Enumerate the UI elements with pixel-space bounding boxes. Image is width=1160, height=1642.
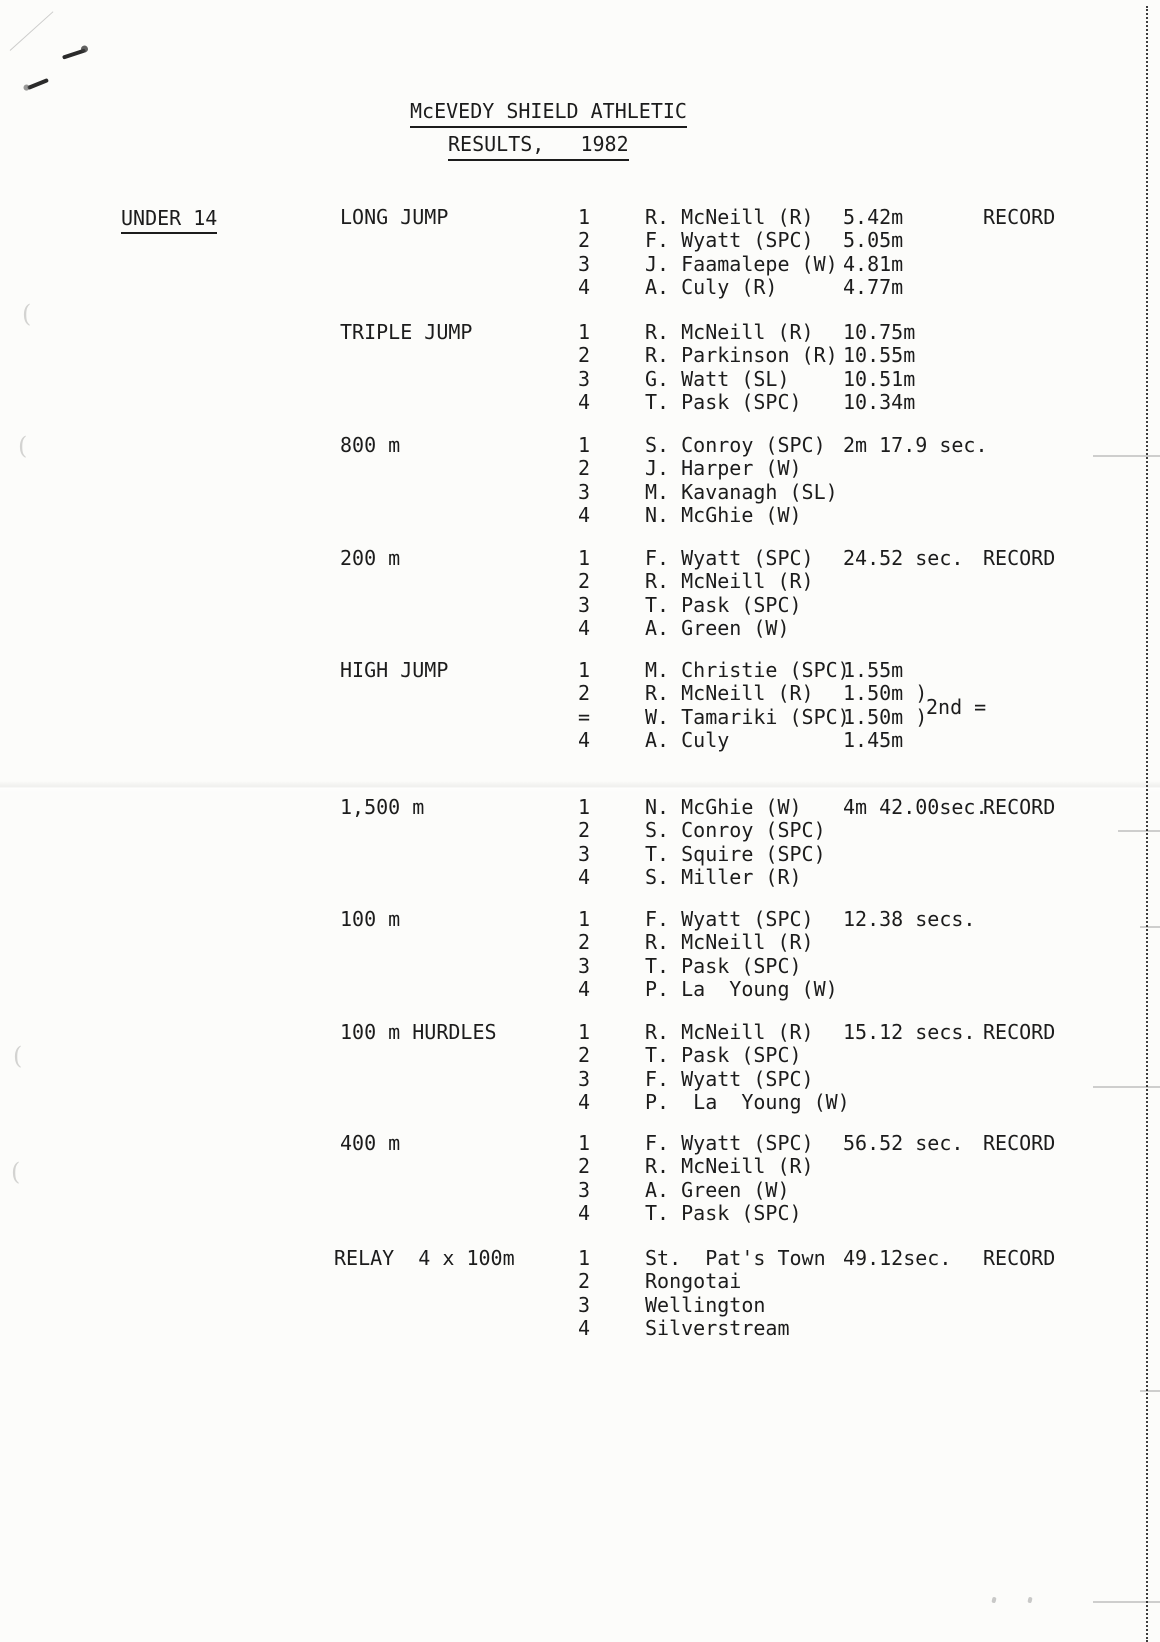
event-name: 100 m HURDLES: [340, 1020, 497, 1044]
competitor-cell: R. McNeill (R): [645, 320, 814, 344]
competitor-cell: A. Green (W): [645, 1177, 790, 1202]
result-row: [0, 908, 1160, 931]
result-row: [0, 978, 1160, 1001]
event-block: [0, 434, 1160, 528]
place-cell: 3: [578, 1177, 591, 1202]
competitor-cell: T. Pask (SPC): [645, 1043, 802, 1068]
place-cell: 3: [578, 366, 591, 391]
result-row: [0, 344, 1160, 367]
result-row: [0, 796, 1160, 819]
result-cell: 1.50m ): [843, 681, 928, 706]
scan-crease-line: [0, 781, 1160, 793]
place-cell: 3: [578, 841, 591, 866]
place-cell: 2: [578, 1154, 591, 1179]
edge-tick-mark: [1140, 1390, 1160, 1392]
place-cell: 1: [578, 1246, 591, 1270]
result-row: [0, 457, 1160, 480]
event-block: [0, 796, 1160, 890]
event-name: 800 m: [340, 433, 401, 457]
place-cell: 2: [578, 456, 591, 481]
note-cell: RECORD: [983, 1246, 1056, 1270]
event-name: TRIPLE JUMP: [340, 320, 473, 344]
result-row: [0, 321, 1160, 344]
result-row: [0, 1068, 1160, 1091]
page-edge-rule: [1146, 6, 1148, 1642]
margin-smudge: (: [13, 1042, 23, 1070]
competitor-cell: A. Culy: [645, 728, 730, 753]
result-row: [0, 866, 1160, 889]
note-cell: RECORD: [983, 205, 1056, 229]
place-cell: 1: [578, 658, 591, 682]
competitor-cell: Silverstream: [645, 1316, 790, 1341]
result-cell: 5.42m: [843, 205, 904, 229]
place-cell: 1: [578, 205, 591, 229]
note-cell: RECORD: [983, 1020, 1056, 1044]
competitor-cell: J. Harper (W): [645, 456, 802, 481]
event-name: 1,500 m: [340, 795, 425, 819]
result-cell: 10.51m: [843, 366, 916, 391]
event-name: LONG JUMP: [340, 205, 449, 229]
place-cell: =: [578, 704, 591, 729]
result-cell: 56.52 sec.: [843, 1131, 964, 1155]
place-cell: 3: [578, 1066, 591, 1091]
competitor-cell: F. Wyatt (SPC): [645, 907, 814, 931]
place-cell: 3: [578, 479, 591, 504]
result-row: [0, 1247, 1160, 1270]
competitor-cell: R. McNeill (R): [645, 205, 814, 229]
competitor-cell: S. Conroy (SPC): [645, 818, 826, 843]
competitor-cell: T. Pask (SPC): [645, 592, 802, 617]
place-cell: 4: [578, 865, 591, 890]
competitor-cell: F. Wyatt (SPC): [645, 1066, 814, 1091]
place-cell: 1: [578, 907, 591, 931]
edge-tick-mark: [1093, 1601, 1160, 1603]
result-row: [0, 1317, 1160, 1340]
result-cell: 1.45m: [843, 728, 904, 753]
result-cell: 2m 17.9 sec.: [843, 433, 988, 457]
edge-tick-mark: [1093, 1086, 1160, 1088]
section-heading-under-14: UNDER 14: [121, 206, 217, 234]
result-cell: 4m 42.00sec.: [843, 795, 988, 819]
place-cell: 2: [578, 569, 591, 594]
place-cell: 3: [578, 592, 591, 617]
competitor-cell: R. McNeill (R): [645, 930, 814, 955]
result-row: [0, 504, 1160, 527]
place-cell: 3: [578, 953, 591, 978]
result-row: [0, 1270, 1160, 1293]
competitor-cell: N. McGhie (W): [645, 503, 802, 528]
competitor-cell: Rongotai: [645, 1269, 742, 1294]
event-name: 400 m: [340, 1131, 401, 1155]
note-cell: RECORD: [983, 546, 1056, 570]
competitor-cell: T. Squire (SPC): [645, 841, 826, 866]
note-cell: RECORD: [983, 795, 1056, 819]
place-cell: 2: [578, 818, 591, 843]
place-cell: 4: [578, 275, 591, 300]
competitor-cell: R. McNeill (R): [645, 1154, 814, 1179]
place-cell: 4: [578, 616, 591, 641]
competitor-cell: G. Watt (SL): [645, 366, 790, 391]
place-cell: 1: [578, 1131, 591, 1155]
competitor-cell: S. Conroy (SPC): [645, 433, 826, 457]
result-row: [0, 1021, 1160, 1044]
result-row: [0, 434, 1160, 457]
edge-tick-mark: [1118, 830, 1160, 832]
competitor-cell: F. Wyatt (SPC): [645, 228, 814, 253]
result-cell: 4.81m: [843, 251, 904, 276]
place-cell: 1: [578, 546, 591, 570]
edge-tick-mark: [1140, 926, 1160, 928]
result-row: [0, 253, 1160, 276]
margin-smudge: (: [18, 432, 28, 460]
place-cell: 1: [578, 433, 591, 457]
result-cell: 12.38 secs.: [843, 907, 976, 931]
competitor-cell: R. McNeill (R): [645, 569, 814, 594]
place-cell: 2: [578, 1043, 591, 1068]
result-cell: 5.05m: [843, 228, 904, 253]
result-row: [0, 276, 1160, 299]
event-name: 100 m: [340, 907, 401, 931]
result-cell: 4.77m: [843, 275, 904, 300]
event-block: [0, 547, 1160, 641]
competitor-cell: St. Pat's Town: [645, 1246, 826, 1270]
competitor-cell: R. Parkinson (R): [645, 343, 838, 368]
result-row: [0, 206, 1160, 229]
result-cell: 1.55m: [843, 658, 904, 682]
event-block: [0, 1021, 1160, 1115]
result-row: [0, 368, 1160, 391]
result-cell: 10.34m: [843, 390, 916, 415]
place-cell: 4: [578, 1316, 591, 1341]
event-block: [0, 1132, 1160, 1226]
competitor-cell: J. Faamalepe (W): [645, 251, 838, 276]
event-name: 200 m: [340, 546, 401, 570]
result-row: [0, 391, 1160, 414]
place-cell: 3: [578, 1292, 591, 1317]
event-name: RELAY 4 x 100m: [334, 1246, 515, 1270]
document-title: McEVEDY SHIELD ATHLETIC: [410, 99, 687, 128]
place-cell: 4: [578, 390, 591, 415]
place-cell: 2: [578, 343, 591, 368]
place-cell: 1: [578, 320, 591, 344]
place-cell: 2: [578, 681, 591, 706]
result-row: [0, 729, 1160, 752]
result-row: [0, 481, 1160, 504]
result-cell: 1.50m ): [843, 704, 928, 729]
event-name: HIGH JUMP: [340, 658, 449, 682]
document-subtitle: RESULTS, 1982: [448, 132, 629, 161]
note-cell: RECORD: [983, 1131, 1056, 1155]
result-row: [0, 1294, 1160, 1317]
result-row: [0, 1202, 1160, 1225]
place-cell: 4: [578, 977, 591, 1002]
competitor-cell: R. McNeill (R): [645, 681, 814, 706]
competitor-cell: M. Christie (SPC): [645, 658, 850, 682]
result-cell: 10.55m: [843, 343, 916, 368]
place-cell: 4: [578, 728, 591, 753]
result-row: [0, 594, 1160, 617]
competitor-cell: A. Green (W): [645, 616, 790, 641]
result-cell: 24.52 sec.: [843, 546, 964, 570]
result-cell: 15.12 secs.: [843, 1020, 976, 1044]
place-cell: 2: [578, 228, 591, 253]
result-row: [0, 819, 1160, 842]
competitor-cell: T. Pask (SPC): [645, 953, 802, 978]
place-cell: 1: [578, 1020, 591, 1044]
result-cell: 49.12sec.: [843, 1246, 952, 1270]
result-row: [0, 659, 1160, 682]
competitor-cell: T. Pask (SPC): [645, 390, 802, 415]
place-cell: 3: [578, 251, 591, 276]
result-row: [0, 1044, 1160, 1067]
event-block: [0, 206, 1160, 300]
place-cell: 2: [578, 930, 591, 955]
place-cell: 4: [578, 1090, 591, 1115]
result-row: [0, 570, 1160, 593]
result-row: [0, 1132, 1160, 1155]
result-row: [0, 617, 1160, 640]
tie-annotation: 2nd =: [926, 695, 987, 719]
competitor-cell: W. Tamariki (SPC): [645, 704, 850, 729]
result-row: [0, 1155, 1160, 1178]
competitor-cell: A. Culy (R): [645, 275, 778, 300]
event-block: [0, 659, 1160, 753]
result-row: [0, 931, 1160, 954]
competitor-cell: T. Pask (SPC): [645, 1201, 802, 1226]
competitor-cell: P. La Young (W): [645, 1090, 850, 1115]
place-cell: 2: [578, 1269, 591, 1294]
place-cell: 4: [578, 503, 591, 528]
result-row: [0, 547, 1160, 570]
result-row: [0, 1179, 1160, 1202]
competitor-cell: M. Kavanagh (SL): [645, 479, 838, 504]
competitor-cell: F. Wyatt (SPC): [645, 546, 814, 570]
event-block: [0, 321, 1160, 415]
edge-tick-mark: [1093, 455, 1160, 457]
result-row: [0, 1091, 1160, 1114]
result-cell: 10.75m: [843, 320, 916, 344]
competitor-cell: Wellington: [645, 1292, 766, 1317]
competitor-cell: P. La Young (W): [645, 977, 838, 1002]
event-block: [0, 1247, 1160, 1341]
result-row: [0, 843, 1160, 866]
margin-smudge: (: [22, 300, 32, 328]
competitor-cell: S. Miller (R): [645, 865, 802, 890]
place-cell: 1: [578, 795, 591, 819]
result-row: [0, 229, 1160, 252]
event-block: [0, 908, 1160, 1002]
competitor-cell: R. McNeill (R): [645, 1020, 814, 1044]
result-row: [0, 955, 1160, 978]
place-cell: 4: [578, 1201, 591, 1226]
competitor-cell: N. McGhie (W): [645, 795, 802, 819]
margin-smudge: (: [11, 1158, 21, 1186]
competitor-cell: F. Wyatt (SPC): [645, 1131, 814, 1155]
